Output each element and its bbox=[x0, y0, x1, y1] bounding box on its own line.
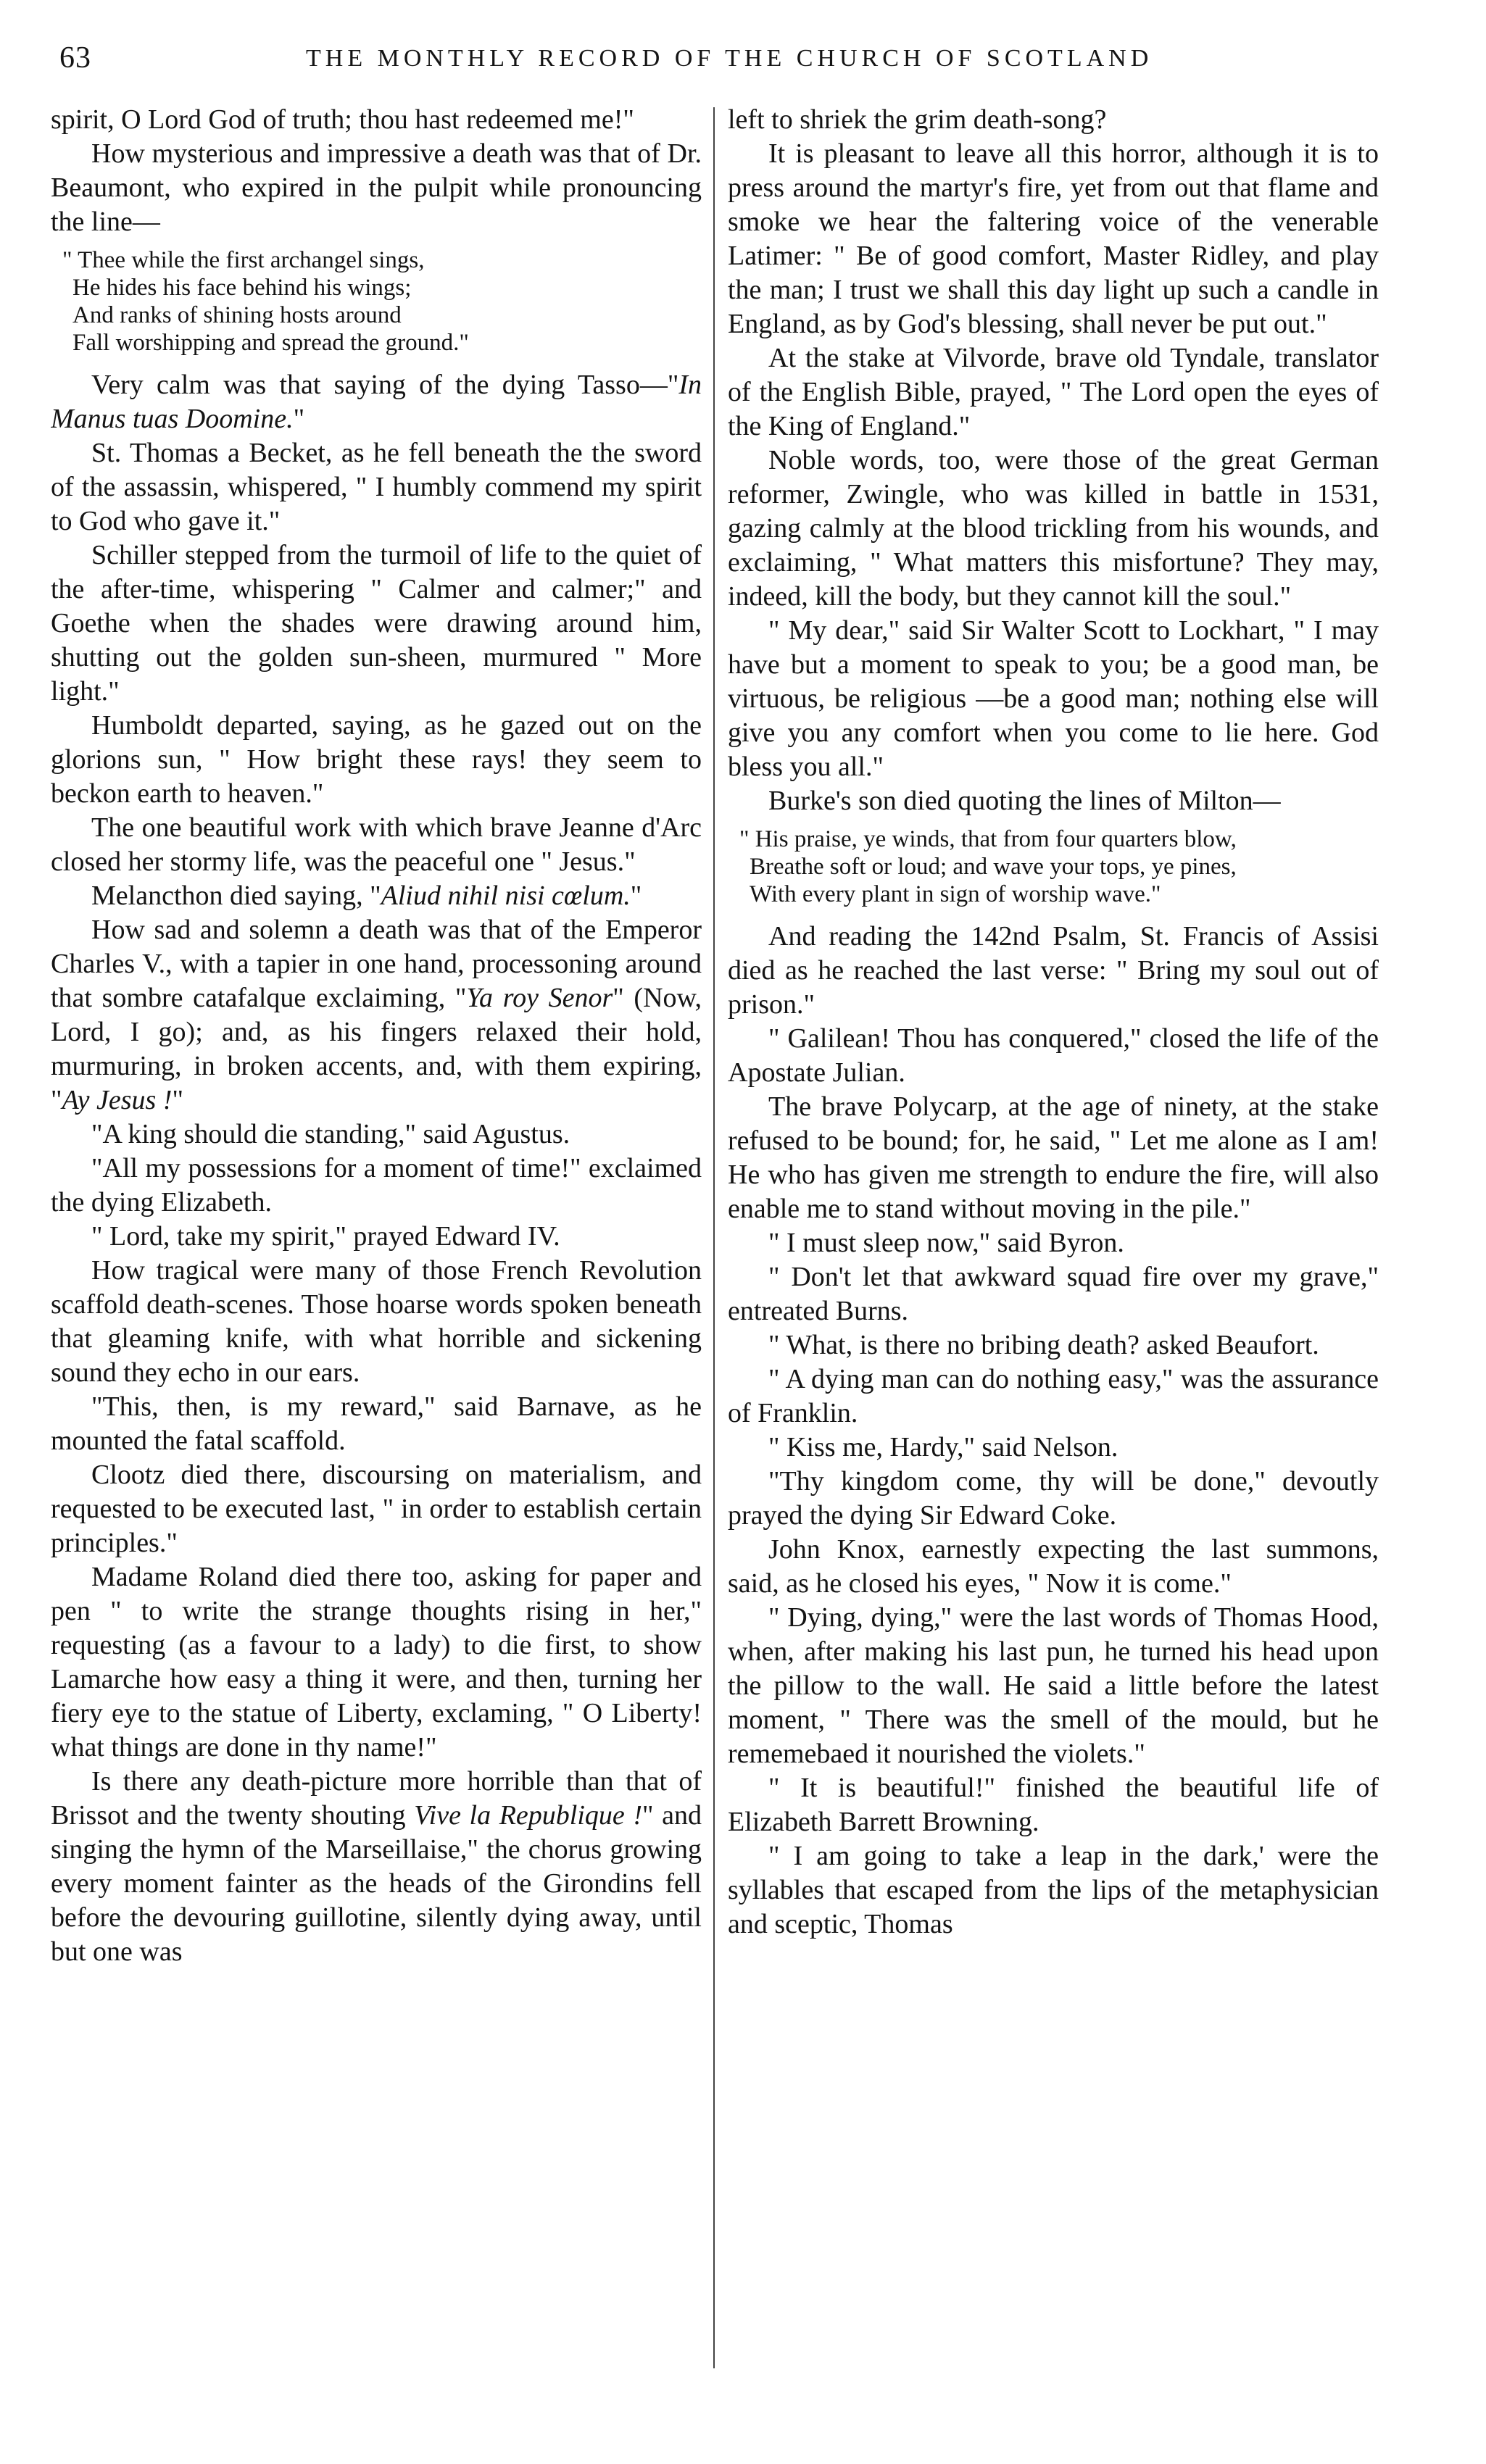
verse-line: " His praise, ye winds, that from four quarters blow, bbox=[739, 826, 1237, 852]
text-run: " and singing the hymn of the Marseillaise," the chorus growing every moment fainter as the heads of the Girondins fell before the devouring guillotine, silently dying away, until but one was bbox=[51, 1800, 702, 1967]
italic-quote: In Manus tuas Doomine. bbox=[51, 370, 702, 434]
text-run: " (Now, Lord, I go); and, as his fingers relaxed their hold, murmuring, in broken accents, and, with them expiring, " bbox=[51, 983, 702, 1115]
paragraph: "All my possessions for a moment of time!" exclaimed the dying Elizabeth. bbox=[51, 1153, 702, 1218]
paragraph: "Thy kingdom come, thy will be done," devoutly prayed the dying Sir Edward Coke. bbox=[728, 1466, 1379, 1531]
paragraph: " Galilean! Thou has conquered," closed the life of the Apostate Julian. bbox=[728, 1023, 1379, 1088]
paragraph: The brave Polycarp, at the age of ninety, at the stake refused to be bound; for, he said, " Let me alone as I am! He who has given me strength to endure the fire, will also enable me to stand without moving in the pile." bbox=[728, 1091, 1379, 1224]
page-header bbox=[59, 41, 1427, 84]
text-run: " bbox=[172, 1085, 183, 1115]
right-column bbox=[728, 103, 1379, 2444]
paragraph: spirit, O Lord God of truth; thou hast redeemed me!" bbox=[51, 104, 634, 135]
paragraph: It is pleasant to leave all this horror, although it is to press around the martyr's fire, yet from out that flame and smoke we hear the faltering voice of the venerable Latimer: " Be of good comfort, Master Ridley, and play the man; I trust we shall this day light up such a candle in England, as by God's blessing, shall never be put out." bbox=[728, 138, 1379, 339]
paragraph bbox=[51, 1765, 702, 1969]
column-divider bbox=[713, 107, 715, 2368]
paragraph bbox=[51, 913, 702, 1117]
italic-quote: Aliud nihil nisi cœlum. bbox=[381, 881, 631, 911]
italic-quote: Vive la Republique ! bbox=[414, 1800, 643, 1831]
verse-line: Breathe soft or loud; and wave your tops, ye pines, bbox=[750, 854, 1237, 880]
verse-line: With every plant in sign of worship wave." bbox=[750, 881, 1161, 907]
paragraph: "A king should die standing," said Agustus. bbox=[91, 1119, 570, 1149]
text-run: Melancthon died saying, " bbox=[91, 881, 381, 911]
italic-quote: Ya roy Senor bbox=[466, 983, 613, 1013]
paragraph: " Lord, take my spirit," prayed Edward IV. bbox=[91, 1221, 560, 1252]
paragraph: At the stake at Vilvorde, brave old Tyndale, translator of the English Bible, prayed, " The Lord open the eyes of the King of England." bbox=[728, 343, 1379, 441]
paragraph: Noble words, too, were those of the great German reformer, Zwingle, who was killed in battle in 1531, gazing calmly at the blood trickling from his wounds, and exclaiming, " What matters this misfortune? They may, indeed, kill the body, but they cannot kill the soul." bbox=[728, 445, 1379, 612]
running-title: THE MONTHLY RECORD OF THE CHURCH OF SCOTLAND bbox=[306, 45, 1153, 72]
text-run: Very calm was that saying of the dying Tasso—" bbox=[91, 370, 679, 400]
text-run: How sad and solemn a death was that of the Emperor Charles V., with a tapier in one hand, processoning around that sombre catafalque exclaiming, " bbox=[51, 915, 702, 1013]
paragraph: " I must sleep now," said Byron. bbox=[768, 1228, 1124, 1258]
paragraph: Schiller stepped from the turmoil of life to the quiet of the after-time, whispering " Calmer and calmer;" and Goethe when the shades were drawing around him, shutting out the golden sun-sheen, murmured " More light." bbox=[51, 540, 702, 707]
paragraph: " Dying, dying," were the last words of Thomas Hood, when, after making his last pun, he turned his head upon the pillow to the wall. He said a little before the latest moment, " There was the smell of the mould, but he rememebaed it nourished the violets." bbox=[728, 1602, 1379, 1769]
paragraph: " Don't let that awkward squad fire over my grave," entreated Burns. bbox=[728, 1262, 1379, 1326]
paragraph: The one beautiful work with which brave Jeanne d'Arc closed her stormy life, was the peaceful one " Jesus." bbox=[51, 812, 702, 877]
paragraph: "This, then, is my reward," said Barnave, as he mounted the fatal scaffold. bbox=[51, 1391, 702, 1456]
verse-quote bbox=[51, 246, 702, 357]
verse-line: " Thee while the first archangel sings, bbox=[62, 247, 425, 273]
paragraph: " It is beautiful!" finished the beautiful life of Elizabeth Barrett Browning. bbox=[728, 1773, 1379, 1837]
verse-line: He hides his face behind his wings; bbox=[72, 275, 412, 301]
paragraph: How mysterious and impressive a death was that of Dr. Beaumont, who expired in the pulpit while pronouncing the line— bbox=[51, 138, 702, 237]
text-run: " bbox=[630, 881, 642, 911]
text-run: " bbox=[293, 404, 305, 434]
paragraph: Humboldt departed, saying, as he gazed out on the glorions sun, " How bright these rays! they seem to beckon earth to heaven." bbox=[51, 710, 702, 809]
verse-line: Fall worshipping and spread the ground." bbox=[72, 330, 469, 356]
paragraph: " A dying man can do nothing easy," was the assurance of Franklin. bbox=[728, 1364, 1379, 1428]
paragraph: " I am going to take a leap in the dark,' were the syllables that escaped from the lips of the metaphysician and sceptic, Thomas bbox=[728, 1841, 1379, 1939]
paragraph: " Kiss me, Hardy," said Nelson. bbox=[768, 1432, 1118, 1462]
paragraph: How tragical were many of those French Revolution scaffold death-scenes. Those hoarse words spoken beneath that gleaming knife, with what horrible and sickening sound they echo in our ears. bbox=[51, 1255, 702, 1388]
paragraph: left to shriek the grim death-song? bbox=[728, 104, 1107, 135]
page-number: 63 bbox=[59, 41, 91, 75]
verse-quote bbox=[728, 825, 1379, 908]
paragraph: " What, is there no bribing death? asked Beaufort. bbox=[768, 1330, 1319, 1360]
paragraph: Clootz died there, discoursing on materialism, and requested to be executed last, " in order to establish certain principles." bbox=[51, 1460, 702, 1558]
paragraph: St. Thomas a Becket, as he fell beneath the the sword of the assassin, whispered, " I humbly commend my spirit to God who gave it." bbox=[51, 438, 702, 536]
paragraph: Madame Roland died there too, asking for paper and pen " to write the strange thoughts rising in her," requesting (as a favour to a lady) to die first, to show Lamarche how easy a thing it were, and then, turning her fiery eye to the statue of Liberty, exclaming, " O Liberty! what things are done in thy name!" bbox=[51, 1562, 702, 1762]
paragraph: " My dear," said Sir Walter Scott to Lockhart, " I may have but a moment to speak to you; be a good man, be virtuous, be religious —be a good man; nothing else will give you any comfort when you come to lie here. God bless you all." bbox=[728, 615, 1379, 782]
text-run: Is there any death-picture more horrible than that of Brissot and the twenty shouting bbox=[51, 1766, 702, 1831]
italic-quote: Ay Jesus ! bbox=[62, 1085, 173, 1115]
paragraph bbox=[51, 368, 702, 436]
paragraph bbox=[51, 879, 702, 913]
paragraph: John Knox, earnestly expecting the last summons, said, as he closed his eyes, " Now it is come." bbox=[728, 1534, 1379, 1599]
paragraph: Burke's son died quoting the lines of Milton— bbox=[768, 786, 1281, 816]
left-column bbox=[51, 103, 702, 2444]
verse-line: And ranks of shining hosts around bbox=[72, 302, 402, 328]
paragraph: And reading the 142nd Psalm, St. Francis of Assisi died as he reached the last verse: " Bring my soul out of prison." bbox=[728, 921, 1379, 1020]
